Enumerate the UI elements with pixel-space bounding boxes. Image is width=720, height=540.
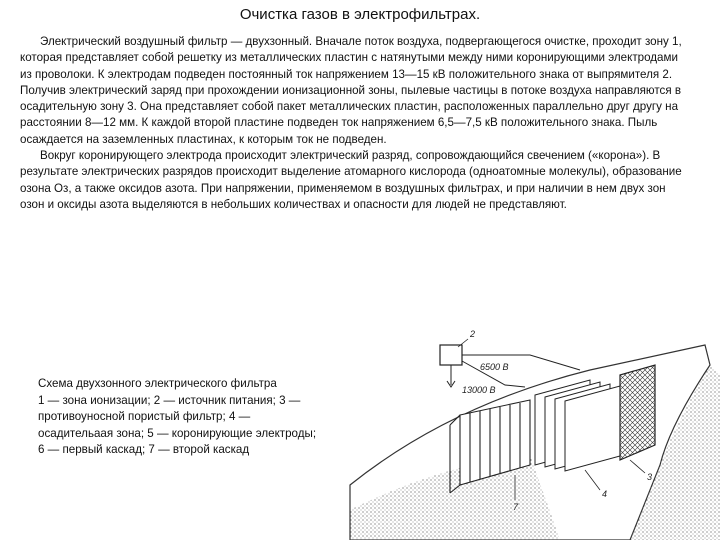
power-supply-box [440,345,462,365]
caption-line-2: противоуносной пористый фильтр; 4 — [38,410,251,423]
page-title: Очистка газов в электрофильтрах. [239,6,481,23]
porous-filter [620,365,655,460]
duct-floor-shading [350,455,560,540]
label-4: 4 [602,489,608,499]
label-voltage-low: 6500 В [480,362,509,372]
label-voltage-high: 13000 В [462,385,496,395]
caption-line-4: 6 — первый каскад; 7 — второй каскад [38,443,250,456]
collection-plates [535,380,620,471]
paragraph-1: Электрический воздушный фильтр — двухзонный. Вначале поток воздуха, подвергающегося очистке, проходит зону 1, которая представляет собой решетку из металлических пластин с натянутыми между ними коронирующими электродами из проволоки. К электродам подведен постоянный ток напряжением 13—15 кВ положительного знака от выпрямителя 2. Получив электрический заряд при прохождении ионизационной зоны, пылевые частицы в потоке воздуха направляются в осадительную зону 3. Она представляет собой пакет металлических пластин, расположенных параллельно друг другу на расстоянии 8—12 мм. К каждой второй пластине подведен ток напряжением 6,5—7,5 кВ положительного знака. Пыль осаждается на заземленных пластинах, к которым ток не подведен. [20,35,682,146]
caption-line-3: осадительаая зона; 5 — коронирующие электроды; [38,426,317,440]
label-2: 2 [470,329,476,339]
electrofilter-diagram [330,315,720,540]
caption-title: Схема двухзонного электрического фильтра [38,377,277,390]
paragraph-2: Вокруг коронирующего электрода происходит электрический разряд, сопровождающийся свечением («корона»). В результате электрических разрядов происходит выделение атомарного кислорода (одноатомные молекулы), образование озона Оз, а также оксидов азота. При напряжении, применяемом в воздушных фильтрах, и при наличии в нем двух зон озон и оксиды азота выделяются в небольших количествах и опасности для людей не представляют. [20,149,682,211]
caption-line-1: 1 — зона ионизации; 2 — источник питания; 3 — [38,393,301,407]
body-text [20,34,692,213]
label-3: 3 [647,472,653,482]
label-7: 7 [513,502,519,512]
